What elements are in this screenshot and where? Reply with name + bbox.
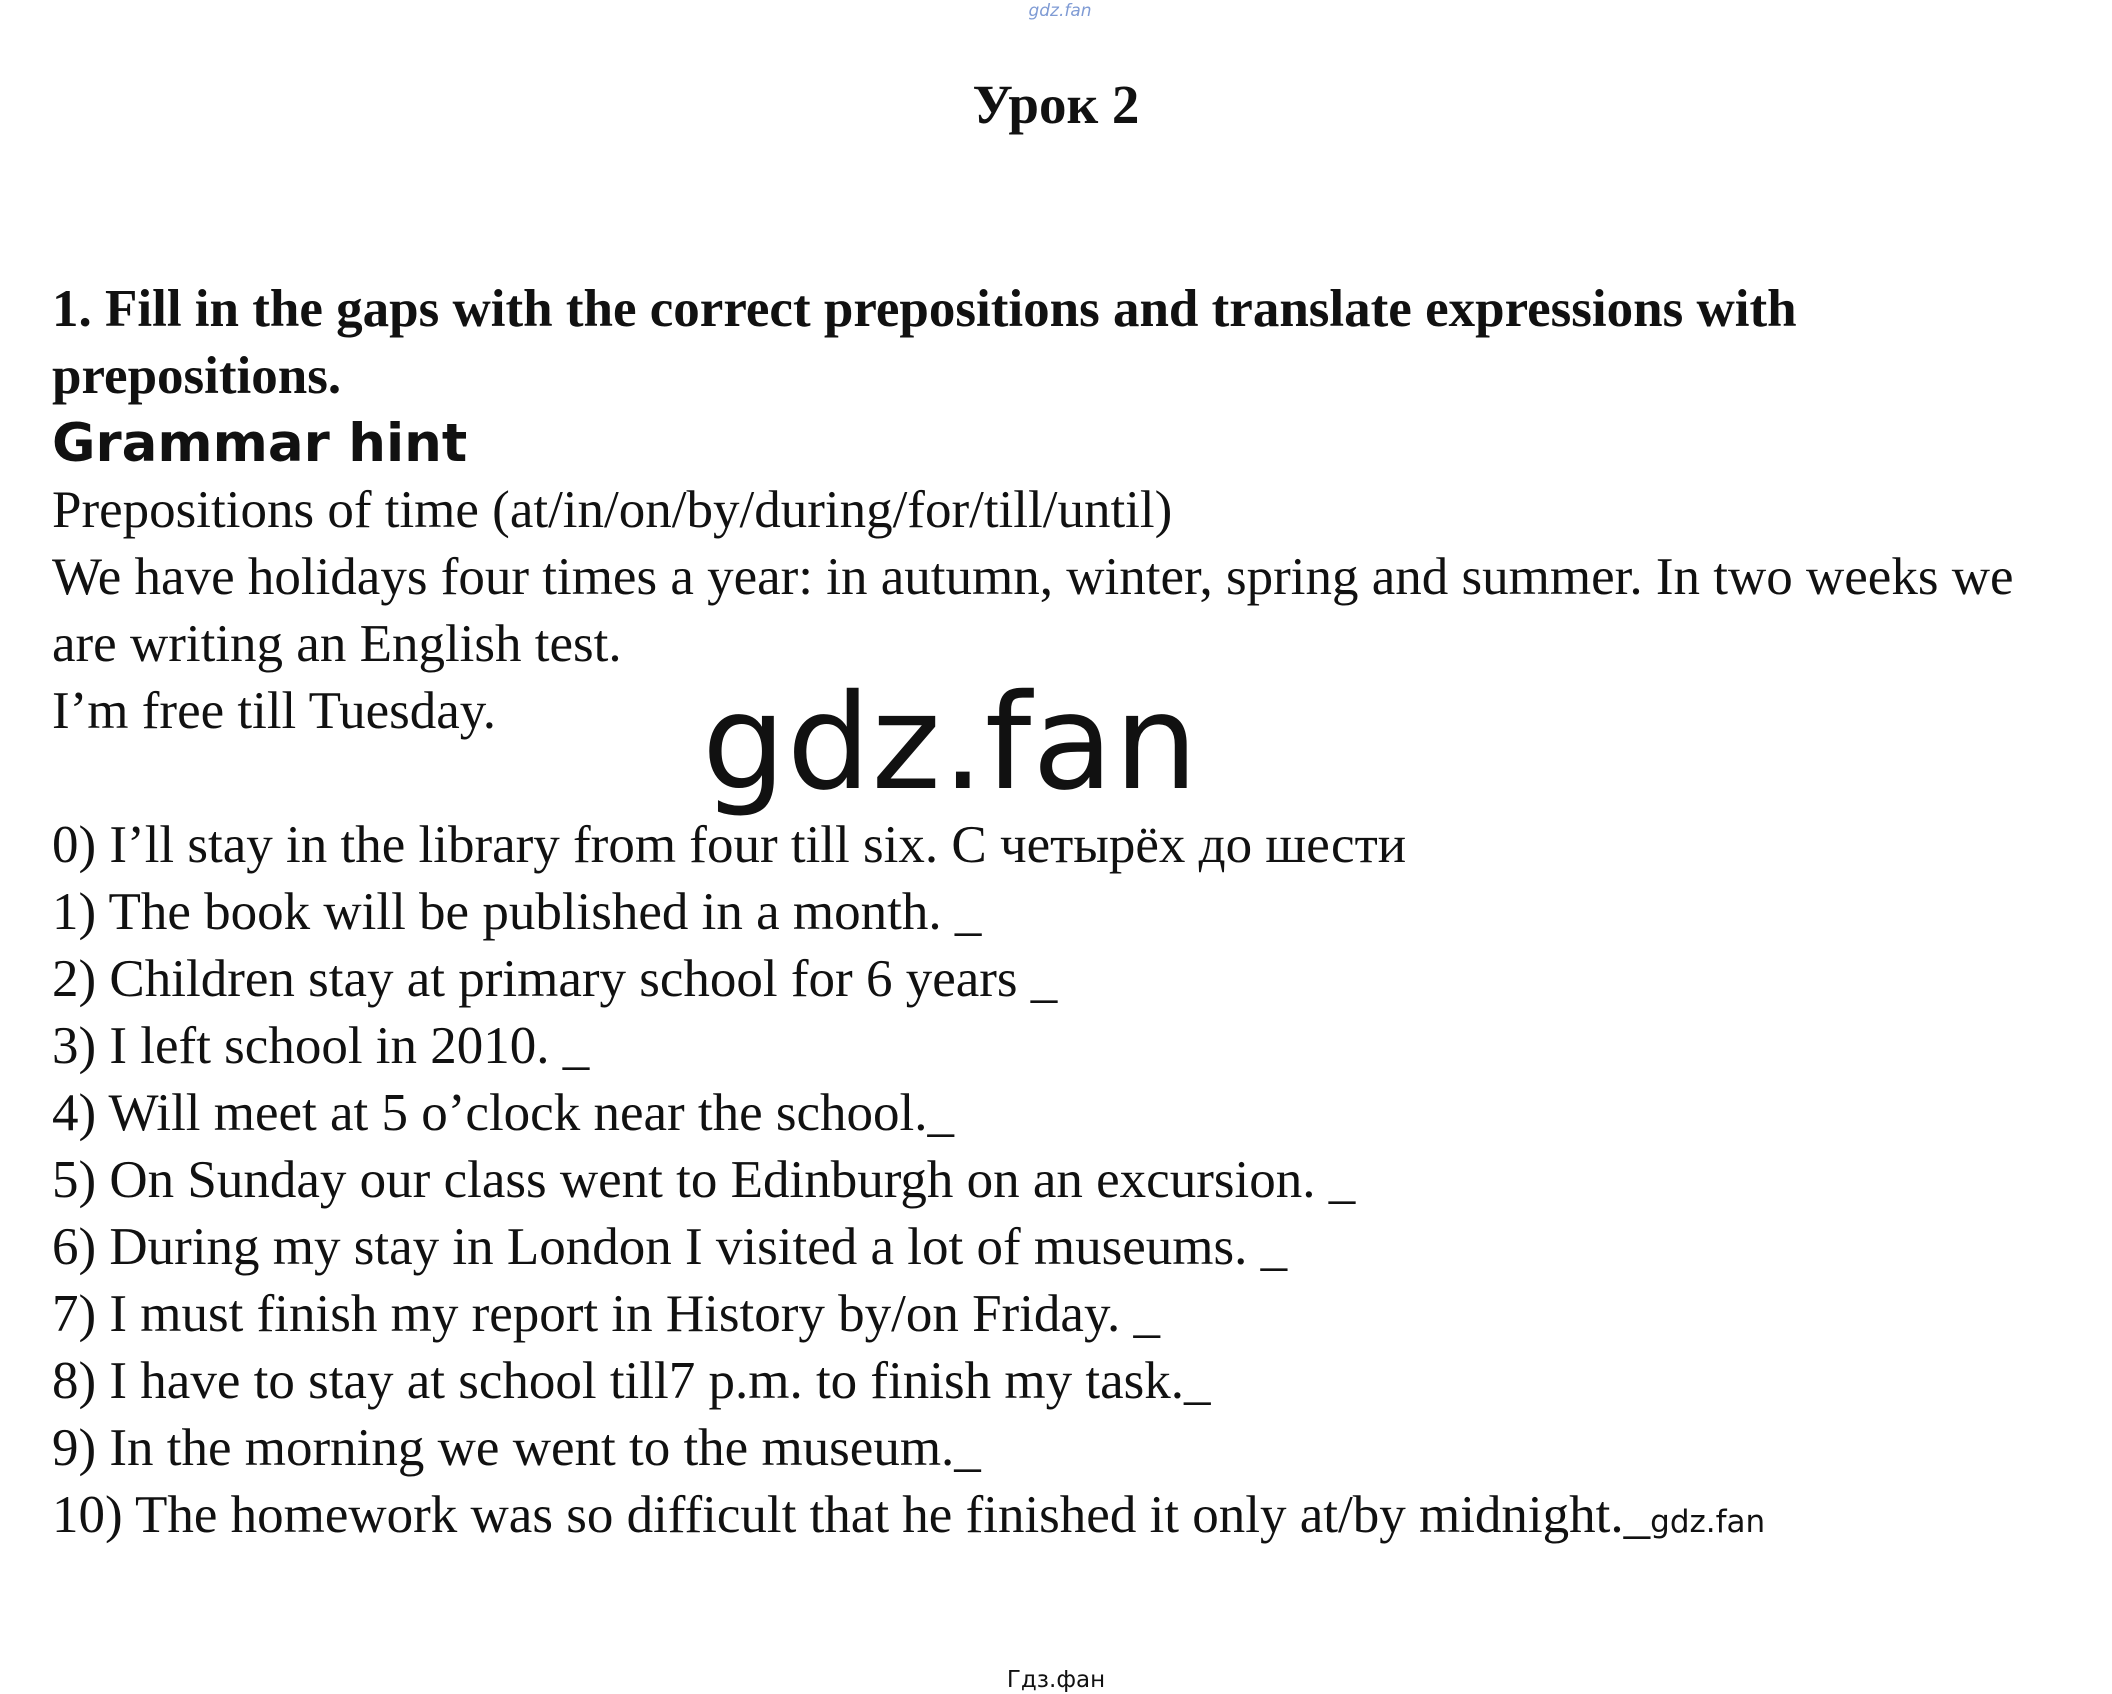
exercise-line-8: 8) I have to stay at school till7 p.m. to finish my task._: [52, 1352, 1211, 1410]
grammar-hint-subtitle: Prepositions of time (at/in/on/by/during/for/till/until): [52, 481, 1173, 539]
center-watermark: gdz.fan: [702, 666, 1199, 820]
exercise-line-7: 7) I must finish my report in History by/on Friday. _: [52, 1285, 1161, 1343]
grammar-example-1: We have holidays four times a year: in autumn, winter, spring and summer. In two weeks we are writing an English test.: [52, 548, 2014, 673]
top-watermark: gdz.fan: [1028, 1, 1092, 21]
exercise-line-5: 5) On Sunday our class went to Edinburgh on an excursion. _: [52, 1151, 1356, 1209]
exercise-line-9: 9) In the morning we went to the museum._: [52, 1419, 981, 1477]
page-title: Урок 2: [972, 74, 1140, 135]
exercise-line-0: 0) I’ll stay in the library from four till six. С четырёх до шести: [52, 816, 1407, 874]
grammar-example-2: I’m free till Tuesday.: [52, 682, 497, 740]
exercise-line-2: 2) Children stay at primary school for 6 years _: [52, 950, 1058, 1008]
exercise-line-1: 1) The book will be published in a month. _: [52, 883, 982, 941]
grammar-hint-title: Grammar hint: [52, 413, 468, 474]
task-heading: 1. Fill in the gaps with the correct prepositions and translate expressions with prepositions.: [52, 280, 1797, 405]
inline-watermark: gdz.fan: [1650, 1504, 1766, 1540]
exercise-line-3: 3) I left school in 2010. _: [52, 1017, 590, 1075]
exercise-line-10-wrapper: [52, 1482, 2032, 1556]
bottom-watermark: Гдз.фан: [1006, 1667, 1106, 1693]
exercise-line-10: 10) The homework was so difficult that he finished it only at/by midnight._: [52, 1486, 1651, 1544]
exercise-line-6: 6) During my stay in London I visited a lot of museums. _: [52, 1218, 1288, 1276]
exercise-line-4: 4) Will meet at 5 o’clock near the school._: [52, 1084, 955, 1142]
exercise-content: [52, 276, 2032, 1556]
